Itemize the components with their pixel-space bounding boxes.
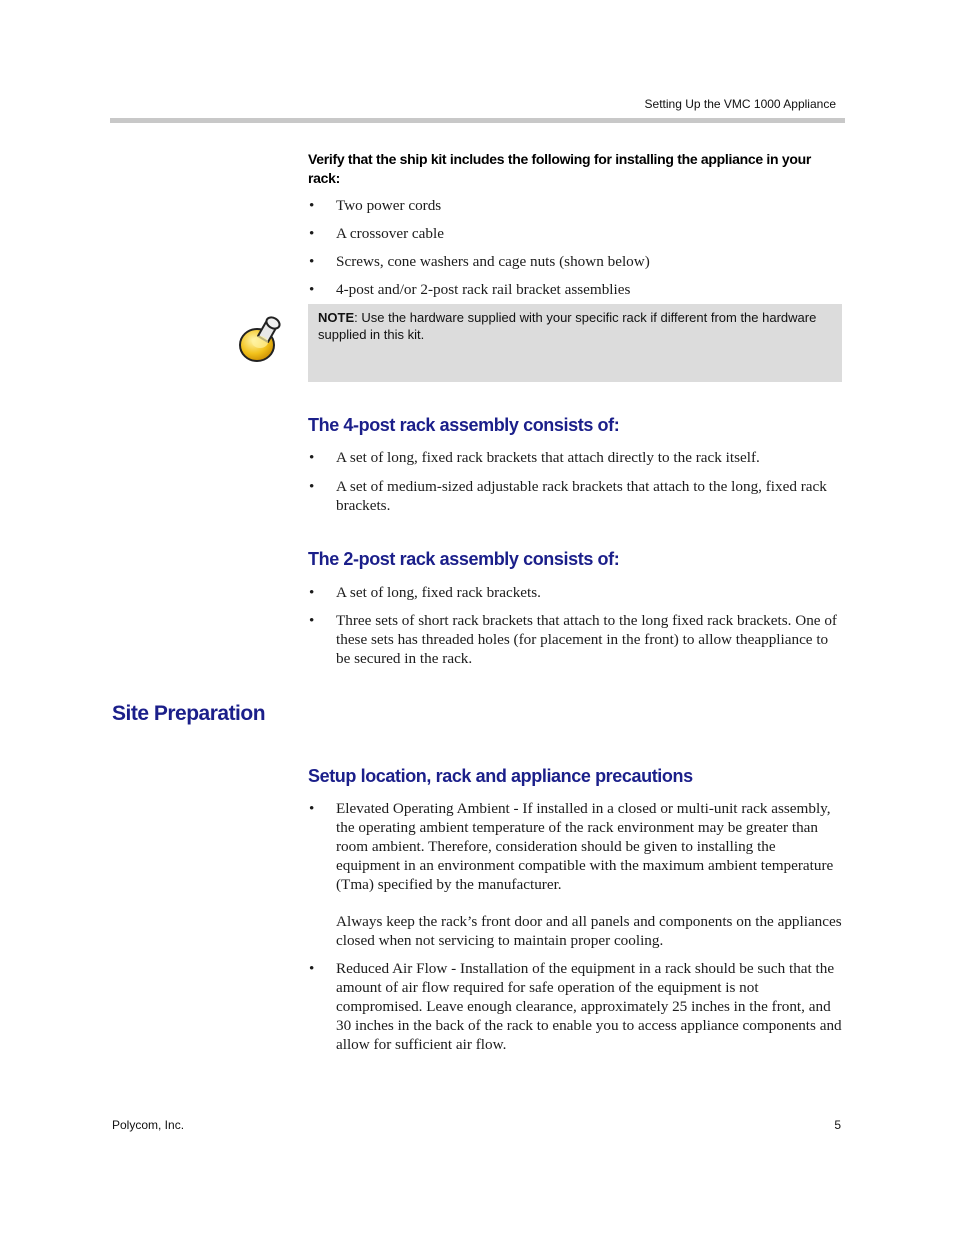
pushpin-icon [236,312,284,364]
note-text: NOTE: Use the hardware supplied with your specific rack if different from the hardware supplied in this kit. [318,310,817,342]
list-item: • A set of long, fixed rack brackets. [309,584,541,601]
list-item: • Three sets of short rack brackets that attach to the long fixed rack brackets. One of these sets has threaded holes (for placement in the front) to allow theappliance to be secured in the rack. [309,612,837,667]
note-label: NOTE [318,310,355,325]
running-header: Setting Up the VMC 1000 Appliance [644,97,836,111]
four-post-heading: The 4-post rack assembly consists of: [308,415,620,435]
list-item: • 4-post and/or 2-post rack rail bracket assemblies [309,281,631,298]
header-rule [110,118,845,123]
four-post-list [308,448,842,515]
list-item: • Reduced Air Flow - Installation of the equipment in a rack should be such that the amount of air flow required for safe operation of the equipment is not compromised. Leave enough clearance, approximately 25 inches in the front, and 30 inches in the back of the rack to enable you to access appliance components and allow for sufficient air flow. [309,960,842,1053]
precautions-heading: Setup location, rack and appliance precautions [308,766,693,786]
list-item: • A set of medium-sized adjustable rack brackets that attach to the long, fixed rack brackets. [309,478,827,514]
precautions-list [308,799,842,1054]
list-item: • Two power cords [309,197,442,214]
intro-heading: Verify that the ship kit includes the following for installing the appliance in your rack: [308,151,811,186]
page-number: 5 [834,1118,841,1132]
footer-company: Polycom, Inc. [112,1118,185,1132]
list-item: • Screws, cone washers and cage nuts (shown below) [309,253,650,270]
list-item: • A crossover cable [309,225,444,242]
two-post-list [308,583,842,668]
list-item: • A set of long, fixed rack brackets that attach directly to the rack itself. [309,449,760,466]
ship-kit-list [308,196,842,299]
two-post-heading: The 2-post rack assembly consists of: [308,549,620,569]
site-preparation-heading: Site Preparation [112,702,266,725]
list-item: • Elevated Operating Ambient - If installed in a closed or multi-unit rack assembly, the operating ambient temperature of the rack environment may be greater than room ambient. Therefore, consideration should be given to installing the equipment in an environment compatible with the maximum ambient temperature (Tma) specified by the manufacturer. Always keep the rack’s front door and all panels and components on the appliances closed when not servicing to maintain proper cooling. [309,800,842,949]
list-item-note: Always keep the rack’s front door and all panels and components on the appliances closed when not servicing to maintain proper cooling. [336,913,842,949]
